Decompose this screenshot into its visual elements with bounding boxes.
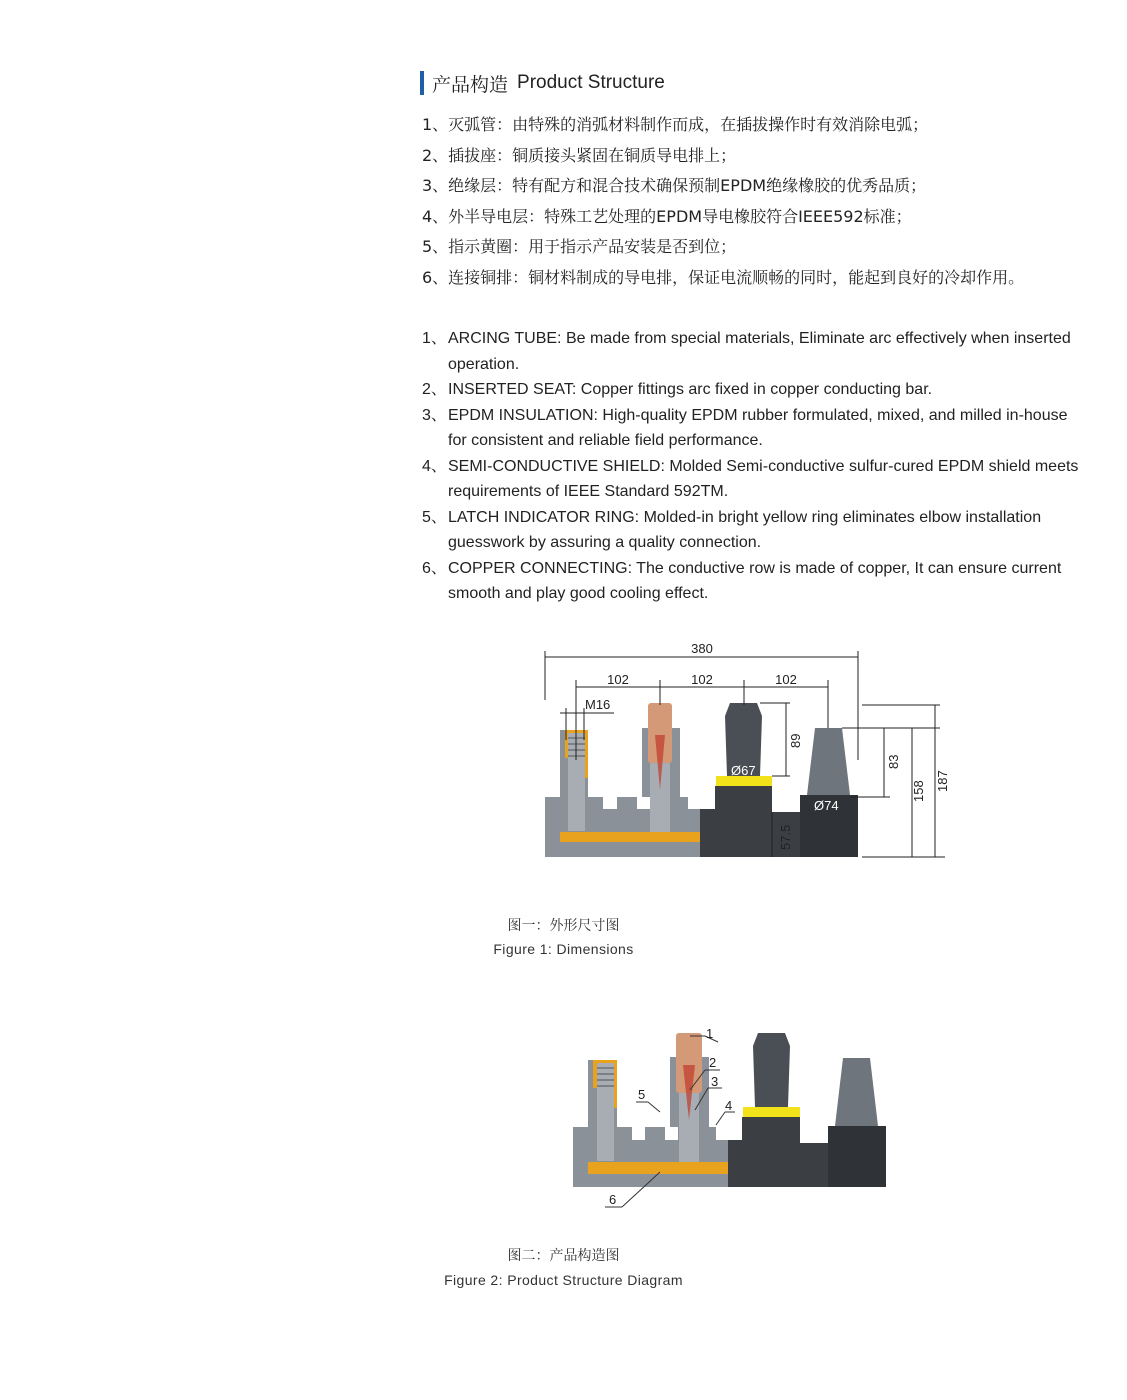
- product-housing: [545, 703, 858, 857]
- item-text: EPDM INSULATION: High-quality EPDM rubber formulated, mixed, and milled in-house for consistent and reliable field performance.: [448, 406, 1068, 449]
- item-number: 3、: [422, 406, 447, 424]
- dim-thread: M16: [585, 697, 611, 712]
- figure1-caption-cn: 图一：外形尺寸图: [507, 918, 620, 934]
- list-item: 2、插拔座：铜质接头紧固在铜质导电排上；: [422, 145, 737, 165]
- dim-d74: Ø74: [814, 798, 839, 813]
- item-text: INSERTED SEAT: Copper fittings arc fixed in copper conducting bar.: [448, 381, 933, 398]
- dim-pitch-3: 102: [775, 672, 797, 687]
- dim-h158: 158: [911, 780, 926, 802]
- list-item: 6、连接铜排：铜材料制成的导电排，保证电流顺畅的同时，能起到良好的冷却作用。: [422, 267, 1025, 287]
- list-item: 4、外半导电层：特殊工艺处理的EPDM导电橡胶符合IEEE592标准；: [422, 206, 912, 226]
- dim-pitch-2: 102: [691, 672, 713, 687]
- structure-diagram: [565, 1022, 895, 1212]
- list-item: [422, 403, 1082, 454]
- callout-3: 3: [711, 1074, 719, 1089]
- item-number: 1、: [422, 330, 447, 347]
- heading-cn: 产品构造: [432, 73, 509, 96]
- dim-h83: 83: [886, 754, 901, 769]
- heading-en: Product Structure: [517, 72, 665, 93]
- list-item: [422, 377, 1082, 403]
- item-number: 6、: [422, 559, 447, 577]
- callout-5: 5: [638, 1087, 646, 1102]
- list-item: [422, 505, 1082, 556]
- item-text: LATCH INDICATOR RING: Molded-in bright yellow ring eliminates elbow installation guesswork by assuring a quality connection.: [448, 508, 1042, 551]
- figure2-caption-cn: 图二：产品构造图: [507, 1248, 620, 1264]
- list-item: [422, 556, 1082, 607]
- dim-d67: Ø67: [731, 763, 756, 778]
- figure1-caption-en: Figure 1: Dimensions: [493, 941, 634, 957]
- dim-h57: 57.5: [778, 824, 793, 850]
- section-heading: [420, 70, 665, 96]
- item-text: COPPER CONNECTING: The conductive row is made of copper, It can ensure current smooth and play good cooling effect.: [448, 559, 1062, 602]
- dim-overall: 380: [691, 641, 713, 656]
- item-text: ARCING TUBE: Be made from special materials, Eliminate arc effectively when inserted operation.: [448, 330, 1071, 373]
- list-item: 1、灭弧管：由特殊的消弧材料制作而成，在插拔操作时有效消除电弧；: [422, 115, 929, 134]
- figure2-caption-en: Figure 2: Product Structure Diagram: [444, 1272, 683, 1288]
- list-item: [422, 454, 1082, 505]
- en-feature-list: [422, 326, 1082, 607]
- heading-accent-bar: [420, 71, 424, 95]
- item-number: 5、: [422, 508, 447, 526]
- list-item: [422, 326, 1082, 377]
- list-item: 5、指示黄圈：用于指示产品安装是否到位；: [422, 237, 737, 257]
- callout-4: 4: [725, 1098, 733, 1113]
- dimension-drawing: [535, 636, 955, 866]
- callout-1: 1: [706, 1026, 714, 1041]
- dim-h187: 187: [935, 770, 950, 792]
- dim-h89: 89: [788, 733, 803, 748]
- callout-6: 6: [609, 1192, 617, 1207]
- item-text: SEMI-CONDUCTIVE SHIELD: Molded Semi-conductive sulfur-cured EPDM shield meets requirements of IEEE Standard 592TM.: [448, 457, 1079, 500]
- item-number: 4、: [422, 457, 447, 475]
- list-item: 3、绝缘层：特有配方和混合技术确保预制EPDM绝缘橡胶的优秀品质；: [422, 176, 927, 196]
- callout-2: 2: [709, 1055, 717, 1070]
- dim-pitch-1: 102: [607, 672, 629, 687]
- item-number: 2、: [422, 381, 447, 398]
- cn-feature-list: [422, 110, 1102, 294]
